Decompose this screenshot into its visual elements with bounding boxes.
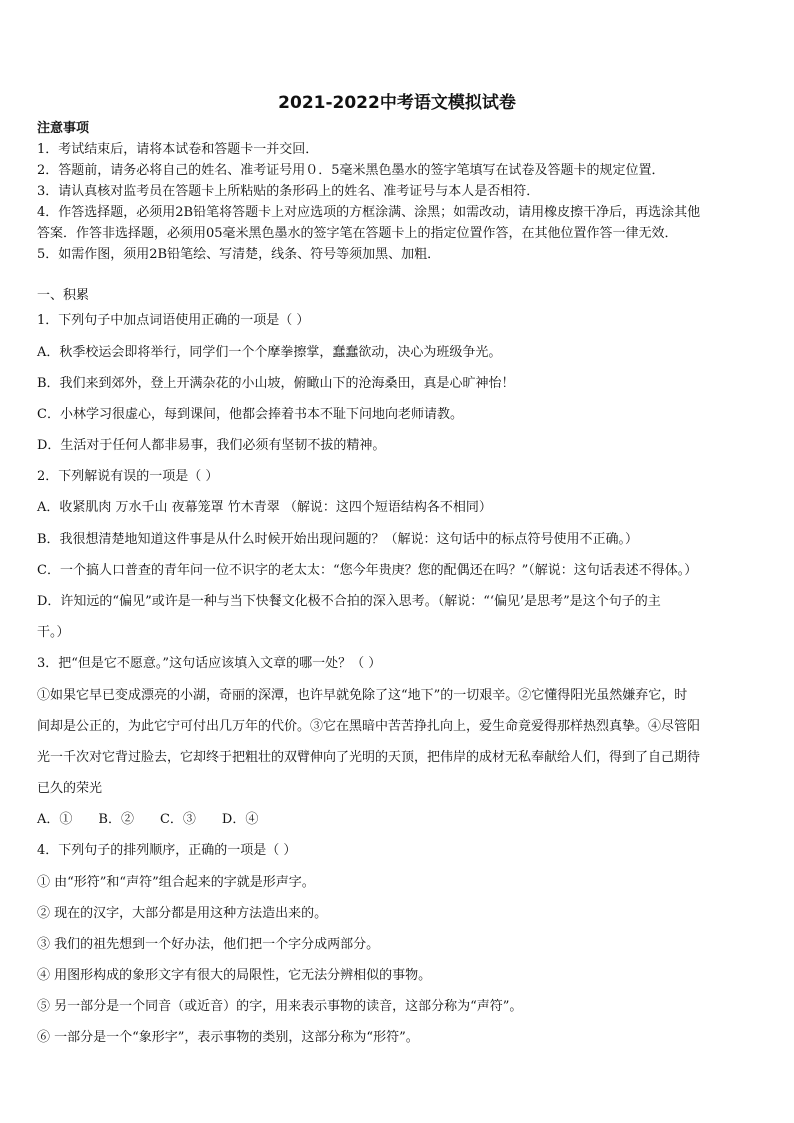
answer-options [37,812,284,828]
question-stem: 1．下列句子中加点词语使用正确的一项是（ ） [37,313,310,328]
passage-line: 已久的荣光 [37,781,103,796]
option-b: B．② [98,812,134,827]
option-c: C．一个搞人口普查的青年问一位不识字的老太太：“您今年贵庚？您的配偶还在吗？”（解说：这句话表述不得体。） [37,563,698,578]
option-c: C．③ [159,812,196,827]
section-heading: 一、积累 [37,288,90,303]
passage-line: 光一千次对它背过脸去，它却终于把粗壮的双臂伸向了光明的天顶，把伟岸的成材无私奉献给人们，得到了自己期待 [37,750,701,765]
list-item: ② 现在的汉字，大部分都是用这种方法造出来的。 [37,906,328,921]
option-d-cont: 干。） [37,625,70,640]
option-d: D．生活对于任何人都非易事，我们必须有坚韧不拔的精神。 [37,438,386,453]
option-b: B．我很想清楚地知道这件事是从什么时候开始出现问题的？（解说：这句话中的标点符号使用不正确。） [37,532,639,547]
option-d: D．许知远的“偏见”或许是一种与当下快餐文化极不合拍的深入思考。（解说：“‘偏见’是思考”是这个句子的主 [37,594,661,609]
option-d: D．④ [221,812,259,827]
notice-line: 3．请认真核对监考员在答题卡上所粘贴的条形码上的姓名、准考证号与本人是否相符． [37,184,540,199]
notice-line: 1．考试结束后，请将本试卷和答题卡一并交回． [37,142,319,157]
option-a: A．秋季校运会即将举行，同学们一个个摩拳擦掌，蠢蠢欲动，决心为班级争光。 [37,345,502,360]
notice-line: 5．如需作图，须用2B铅笔绘、写清楚，线条、符号等须加黑、加粗． [37,247,441,262]
notice-heading: 注意事项 [37,121,90,136]
option-b: B．我们来到郊外，登上开满杂花的小山坡，俯瞰山下的沧海桑田，真是心旷神怡！ [37,376,515,391]
notice-line: 4．作答选择题，必须用2B铅笔将答题卡上对应选项的方框涂满、涂黑；如需改动，请用橡皮擦干净后，再选涂其他 [37,205,701,220]
notice-line: 2．答题前，请务必将自己的姓名、准考证号用０．5毫米黑色墨水的签字笔填写在试卷及答题卡的规定位置． [37,163,665,178]
passage-line: 间却是公正的，为此它宁可付出几万年的代价。③它在黑暗中苦苦挣扎向上，爱生命竟爱得那样热烈真挚。④尽管阳 [37,719,701,734]
option-a: A．① [37,812,73,827]
option-a: A．收紧肌肉 万水千山 夜幕笼罩 竹木青翠 （解说：这四个短语结构各不相同） [37,500,492,515]
notice-line: 答案．作答非选择题，必须用05毫米黑色墨水的签字笔在答题卡上的指定位置作答，在其他位置作答一律无效． [37,226,678,241]
list-item: ④ 用图形构成的象形文字有很大的局限性，它无法分辨相似的事物。 [37,968,432,983]
question-stem: 2．下列解说有误的一项是（ ） [37,469,219,484]
list-item: ③ 我们的祖先想到一个好办法，他们把一个字分成两部分。 [37,937,380,952]
list-item: ⑤ 另一部分是一个同音（或近音）的字，用来表示事物的读音，这部分称为“声符”。 [37,999,523,1014]
question-stem: 3．把“但是它不愿意。”这句话应该填入文章的哪一处？（ ） [37,656,382,671]
page-title: 2021-2022中考语文模拟试卷 [278,93,516,113]
list-item: ⑥ 一部分是一个“象形字”，表示事物的类别，这部分称为“形符”。 [37,1030,419,1045]
question-stem: 4．下列句子的排列顺序，正确的一项是（ ） [37,843,297,858]
option-c: C．小林学习很虚心，每到课间，他都会捧着书本不耻下问地向老师请教。 [37,407,463,422]
list-item: ① 由“形符”和“声符”组合起来的字就是形声字。 [37,875,315,890]
passage-line: ①如果它早已变成漂亮的小湖，奇丽的深潭，也许早就免除了这“地下”的一切艰辛。②它懂得阳光虽然嫌弃它，时 [37,688,688,703]
